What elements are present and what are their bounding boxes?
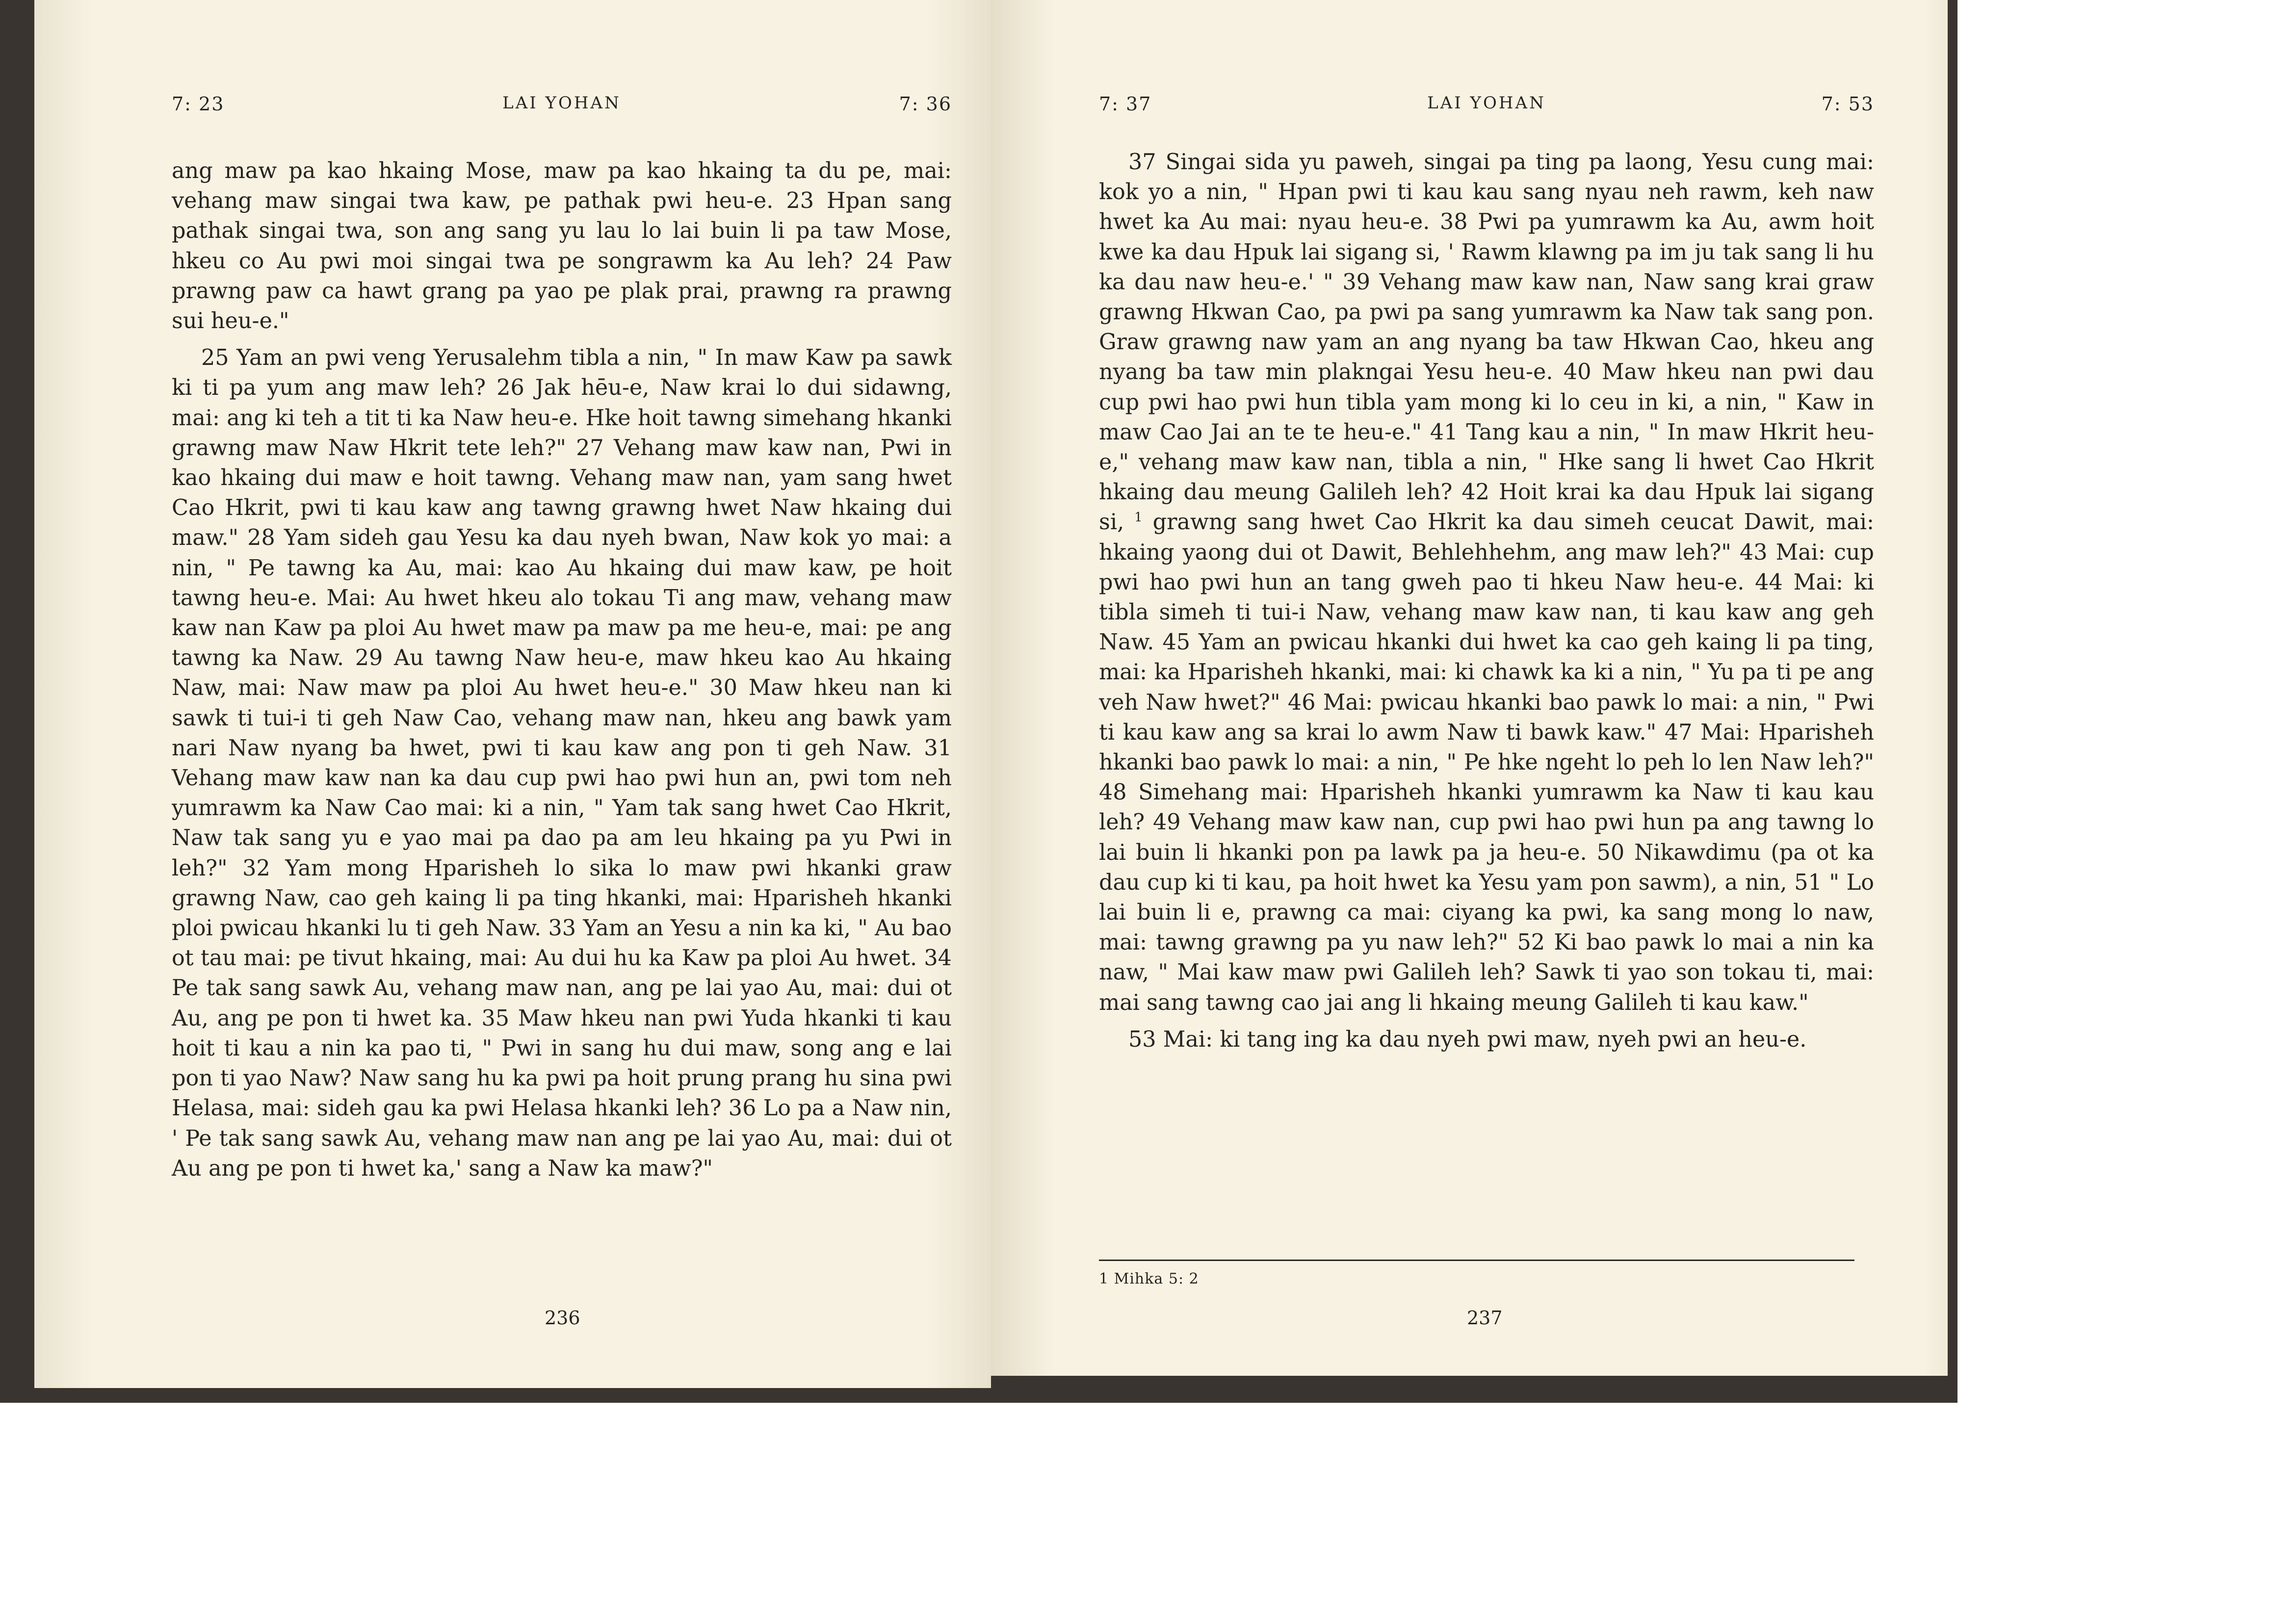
right-paragraph-2: 53 Mai: ki tang ing ka dau nyeh pwi maw, nyeh pwi an heu-e. [1128, 1027, 1807, 1052]
right-page [991, 0, 1948, 1376]
left-paragraph-2: 25 Yam an pwi veng Yerusalehm tibla a nin, " In maw Kaw pa sawk ki ti pa yum ang maw leh? 26 Jak hēu-e, Naw krai lo dui sidawng, mai: ang ki teh a tit ti ka Naw heu-e. Hke hoit tawng simehang hkanki grawng maw Naw Hkrit tete leh?" 27 Vehang maw kaw nan, Pwi in kao hkaing dui maw e hoit tawng. Vehang maw nan, yam sang hwet Cao Hkrit, pwi ti kau kaw ang tawng grawng hwet Naw hkaing dui maw." 28 Yam sideh gau Yesu ka dau nyeh bwan, Naw kok yo mai: a nin, " Pe tawng ka Au, mai: kao Au hkaing dui maw kaw, pe hoit tawng heu-e. Mai: Au hwet hkeu alo tokau Ti ang maw, vehang maw kaw nan Kaw pa ploi Au hwet maw pa maw pa me heu-e, mai: pe ang tawng ka Naw. 29 Au tawng Naw heu-e, maw hkeu kao Au hkaing Naw, mai: Naw maw pa ploi Au hwet heu-e." 30 Maw hkeu nan ki sawk ti tui-i ti geh Naw Cao, vehang maw nan, hkeu ang bawk yam nari Naw nyang ba hwet, pwi ti kau kaw ang pon ti geh Naw. 31 Vehang maw kaw nan ka dau cup pwi hao pwi hun an, pwi tom neh yumrawm ka Naw Cao mai: ki a nin, " Yam tak sang hwet Cao Hkrit, Naw tak sang yu e yao mai pa dao pa am leu hkaing pa yu Pwi in leh?" 32 Yam mong Hparisheh lo sika lo maw pwi hkanki graw grawng Naw, cao geh kaing li pa ting hkanki, mai: Hparisheh hkanki ploi pwicau hkanki lu ti geh Naw. 33 Yam an Yesu a nin ka ki, " Au bao ot tau mai: pe tivut hkaing, mai: Au dui hu ka Kaw pa ploi Au hwet. 34 Pe tak sang sawk Au, vehang maw nan, ang pe lai yao Au, mai: dui ot Au, ang pe pon ti hwet ka. 35 Maw hkeu nan pwi Yuda hkanki ti kau hoit ti kau a nin ka pao ti, " Pwi in sang hu dui maw, song ang e lai pon ti yao Naw? Naw sang hu ka pwi pa hoit prung prang hu sina pwi Helasa, mai: sideh gau ka pwi Helasa hkanki leh? 36 Lo pa a Naw nin, ' Pe tak sang sawk Au, vehang maw nan ang pe lai yao Au, mai: dui ot Au ang pe pon ti hwet ka,' sang a Naw ka maw?" [172, 345, 952, 1181]
left-page-number: 236 [545, 1307, 580, 1329]
right-header-title: LAI YOHAN [1427, 93, 1546, 113]
left-header-ref-start: 7: 23 [172, 93, 225, 115]
right-page-body [1099, 147, 1874, 1055]
footnote-divider [1099, 1260, 1854, 1261]
right-paragraph-1-text: 37 Singai sida yu paweh, singai pa ting pa laong, Yesu cung mai: kok yo a nin, " Hpan pwi ti kau kau sang nyau neh rawm, keh naw hwet ka Au mai: nyau heu-e. 38 Pwi pa yumrawm ka Au, awm hoit kwe ka dau Hpuk lai sigang si, ' Rawm klawng pa im ju tak sang li hu ka dau naw heu-e.' " 39 Vehang maw kaw nan, Naw sang krai graw grawng Hkwan Cao, pa pwi pa sang yumrawm ka Naw tak sang pon. Graw grawng naw yam an ang nyang ba taw Hkwan Cao, hkeu ang nyang ba taw min plakngai Yesu heu-e. 40 Maw hkeu nan pwi dau cup pwi hao pwi hun tibla yam mong ki lo ceu in ki, a nin, " Kaw in maw Cao Jai an te te heu-e." 41 Tang kau a nin, " In maw Hkrit heu-e," vehang maw kaw nan, tibla a nin, " Hke sang li hwet Cao Hkrit hkaing dau meung Galileh leh? 42 Hoit krai ka dau Hpuk lai sigang si, [1099, 150, 1874, 535]
left-paragraph-1: ang maw pa kao hkaing Mose, maw pa kao hkaing ta du pe, mai: vehang maw singai twa kaw, pe pathak pwi heu-e. 23 Hpan sang pathak singai twa, son ang sang yu lau lo lai buin li pa taw Mose, hkeu co Au pwi moi singai twa pe songrawm ka Au leh? 24 Paw prawng paw ca hawt grang pa yao pe plak prai, prawng ra prawng sui heu-e." [172, 158, 952, 334]
right-paragraph-1-continued: grawng sang hwet Cao Hkrit ka dau simeh ceucat Dawit, mai: hkaing yaong dui ot Dawit, Behlehhehm, ang maw leh?" 43 Mai: cup pwi hao pwi hun an tang gweh pao ti hkeu Naw heu-e. 44 Mai: ki tibla simeh ti tui-i Naw, vehang maw kaw nan, ti kau kaw ang geh Naw. 45 Yam an pwicau hkanki dui hwet ka cao geh kaing li pa ting, mai: ka Hparisheh hkanki, mai: ki chawk ka ki a nin, " Yu pa ti pe ang veh Naw hwet?" 46 Mai: pwicau hkanki bao pawk lo mai: a nin, " Pwi ti kau kaw ang sa krai lo awm Naw ti bawk kaw." 47 Mai: Hparisheh hkanki bao pawk lo mai: a nin, " Pe hke ngeht lo peh lo len Naw leh?" 48 Simehang mai: Hparisheh hkanki yumrawm ka Naw ti kau kau leh? 49 Vehang maw kaw nan, cup pwi hao pwi hun pa ang tawng lo lai buin li hkanki pon pa lawk pa ja heu-e. 50 Nikawdimu (pa ot ka dau cup ki ti kau, pa hoit hwet ka Yesu yam pon sawm), a nin, 51 " Lo lai buin li e, prawng ca mai: ciyang ka pwi, ka sang mong lo naw, mai: tawng grawng pa yu naw leh?" 52 Ki bao pawk lo mai a nin ka naw, " Mai kaw maw pwi Galileh leh? Sawk ti yao son tokau ti, mai: mai sang tawng cao jai ang li hkaing meung Galileh ti kau kaw." [1099, 510, 1874, 1015]
left-page [34, 0, 991, 1388]
left-running-header [172, 93, 952, 123]
footnote-marker: 1 [1134, 510, 1143, 525]
footnote-text: 1 Mihka 5: 2 [1099, 1270, 1199, 1287]
left-page-body [172, 156, 952, 1184]
right-header-ref-start: 7: 37 [1099, 93, 1152, 115]
right-running-header [1099, 93, 1874, 123]
right-page-number: 237 [1467, 1307, 1503, 1329]
left-header-ref-end: 7: 36 [899, 93, 952, 115]
left-header-title: LAI YOHAN [502, 93, 621, 113]
right-header-ref-end: 7: 53 [1821, 93, 1874, 115]
right-paragraph-1 [1099, 147, 1874, 1018]
